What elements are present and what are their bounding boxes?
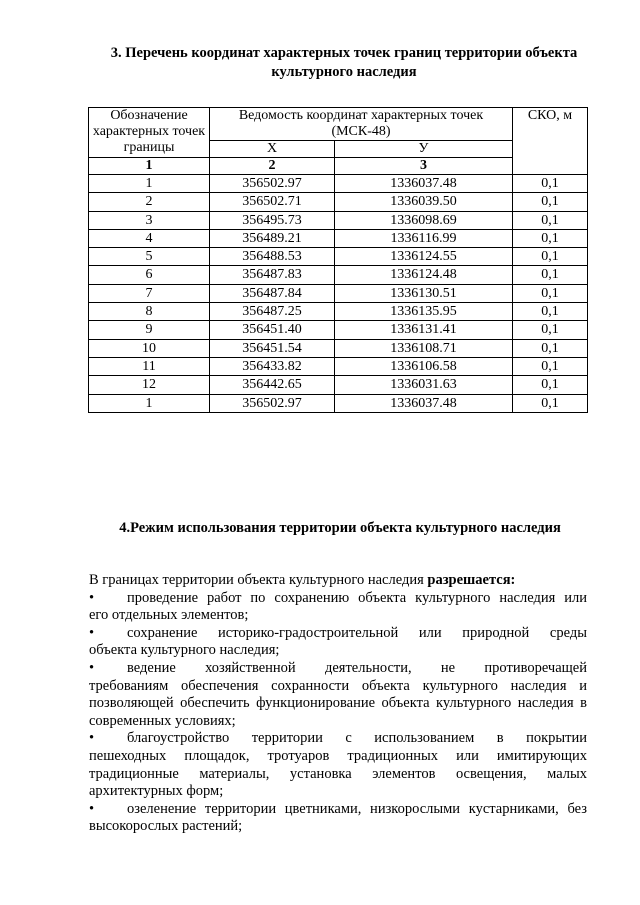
section-4-title: 4.Режим использования территории объекта культурного наследия xyxy=(119,520,561,536)
point-cell: 7 xyxy=(89,284,210,302)
section-4-body xyxy=(89,572,587,836)
x-cell: 356487.83 xyxy=(210,266,335,284)
point-cell: 11 xyxy=(89,357,210,375)
list-item xyxy=(89,590,587,625)
bullet-icon: • xyxy=(89,659,95,676)
x-cell: 356433.82 xyxy=(210,357,335,375)
point-cell: 3 xyxy=(89,211,210,229)
bullet-icon: • xyxy=(89,589,95,606)
point-cell: 2 xyxy=(89,193,210,211)
y-cell: 1336039.50 xyxy=(335,193,513,211)
sko-cell: 0,1 xyxy=(513,175,588,193)
y-cell: 1336098.69 xyxy=(335,211,513,229)
header-y: У xyxy=(335,141,513,158)
list-item xyxy=(89,625,587,660)
list-item xyxy=(89,730,587,800)
x-cell: 356502.97 xyxy=(210,175,335,193)
bullet-icon: • xyxy=(89,624,95,641)
bullet-icon: • xyxy=(89,800,95,817)
header-coordinates: Ведомость координат характерных точек (МСК-48) xyxy=(210,108,513,141)
list-item-continuation: пешеходных площадок, тротуаров традиционных или имитирующих традиционные материалы, установка элементов освещения, малых архитектурных форм; xyxy=(89,747,587,800)
table-row xyxy=(89,211,588,229)
list-item xyxy=(89,660,587,730)
header-point-designation: Обозначение характерных точек границы xyxy=(89,108,210,158)
permitted-list xyxy=(89,590,587,836)
point-cell: 10 xyxy=(89,339,210,357)
sko-cell: 0,1 xyxy=(513,339,588,357)
header-x: Х xyxy=(210,141,335,158)
sko-cell: 0,1 xyxy=(513,357,588,375)
table-row xyxy=(89,193,588,211)
list-item-first-line: сохранение историко-градостроительной или природной среды xyxy=(127,624,587,641)
y-cell: 1336037.48 xyxy=(335,175,513,193)
x-cell: 356502.97 xyxy=(210,394,335,412)
y-cell: 1336124.48 xyxy=(335,266,513,284)
sko-cell: 0,1 xyxy=(513,248,588,266)
sko-cell: 0,1 xyxy=(513,376,588,394)
sko-cell: 0,1 xyxy=(513,211,588,229)
table-row xyxy=(89,284,588,302)
list-item-continuation: его отдельных элементов; xyxy=(89,607,249,624)
y-cell: 1336108.71 xyxy=(335,339,513,357)
point-cell: 1 xyxy=(89,394,210,412)
y-cell: 1336031.63 xyxy=(335,376,513,394)
y-cell: 1336124.55 xyxy=(335,248,513,266)
section-3-title: 3. Перечень координат характерных точек границ территории объекта культурного наследия xyxy=(110,45,578,80)
table-row xyxy=(89,376,588,394)
table-row xyxy=(89,266,588,284)
intro-paragraph xyxy=(89,572,587,590)
y-cell: 1336135.95 xyxy=(335,303,513,321)
list-item-first-line: благоустройство территории с использованием в покрытии xyxy=(127,730,587,747)
list-item-first-line: озеленение территории цветниками, низкорослыми кустарниками, без xyxy=(127,800,587,817)
y-cell: 1336131.41 xyxy=(335,321,513,339)
list-item-continuation: высокорослых растений; xyxy=(89,818,243,835)
point-cell: 12 xyxy=(89,376,210,394)
bullet-icon: • xyxy=(89,730,95,747)
table-row xyxy=(89,321,588,339)
sko-cell: 0,1 xyxy=(513,394,588,412)
x-cell: 356489.21 xyxy=(210,229,335,247)
point-cell: 6 xyxy=(89,266,210,284)
x-cell: 356495.73 xyxy=(210,211,335,229)
x-cell: 356451.54 xyxy=(210,339,335,357)
list-item-first-line: ведение хозяйственной деятельности, не противоречащей xyxy=(127,659,587,676)
intro-text: В границах территории объекта культурного наследия xyxy=(89,572,428,588)
x-cell: 356502.71 xyxy=(210,193,335,211)
point-cell: 4 xyxy=(89,229,210,247)
point-cell: 8 xyxy=(89,303,210,321)
table-row xyxy=(89,248,588,266)
sko-cell: 0,1 xyxy=(513,284,588,302)
sko-cell: 0,1 xyxy=(513,321,588,339)
point-cell: 5 xyxy=(89,248,210,266)
list-item-continuation: требованиям обеспечения сохранности объекта культурного наследия и позволяющей обеспечить функционирование объекта культурного наследия в современных условиях; xyxy=(89,677,587,729)
sko-cell: 0,1 xyxy=(513,193,588,211)
x-cell: 356487.84 xyxy=(210,284,335,302)
table-row xyxy=(89,357,588,375)
y-cell: 1336106.58 xyxy=(335,357,513,375)
table-row xyxy=(89,303,588,321)
y-cell: 1336116.99 xyxy=(335,229,513,247)
sko-cell: 0,1 xyxy=(513,303,588,321)
column-number-2: 2 xyxy=(210,158,335,175)
header-sko: СКО, м xyxy=(513,108,588,175)
x-cell: 356487.25 xyxy=(210,303,335,321)
x-cell: 356488.53 xyxy=(210,248,335,266)
coordinates-table xyxy=(88,107,588,413)
table-row xyxy=(89,175,588,193)
column-number-3: 3 xyxy=(335,158,513,175)
list-item-continuation: объекта культурного наследия; xyxy=(89,642,280,659)
table-row xyxy=(89,229,588,247)
y-cell: 1336037.48 xyxy=(335,394,513,412)
coordinates-table-body xyxy=(89,175,588,413)
sko-cell: 0,1 xyxy=(513,266,588,284)
list-item xyxy=(89,801,587,836)
x-cell: 356451.40 xyxy=(210,321,335,339)
column-number-1: 1 xyxy=(89,158,210,175)
table-row xyxy=(89,394,588,412)
x-cell: 356442.65 xyxy=(210,376,335,394)
y-cell: 1336130.51 xyxy=(335,284,513,302)
table-row xyxy=(89,339,588,357)
intro-bold: разрешается: xyxy=(427,572,516,588)
point-cell: 1 xyxy=(89,175,210,193)
point-cell: 9 xyxy=(89,321,210,339)
list-item-first-line: проведение работ по сохранению объекта культурного наследия или xyxy=(127,589,587,606)
sko-cell: 0,1 xyxy=(513,229,588,247)
